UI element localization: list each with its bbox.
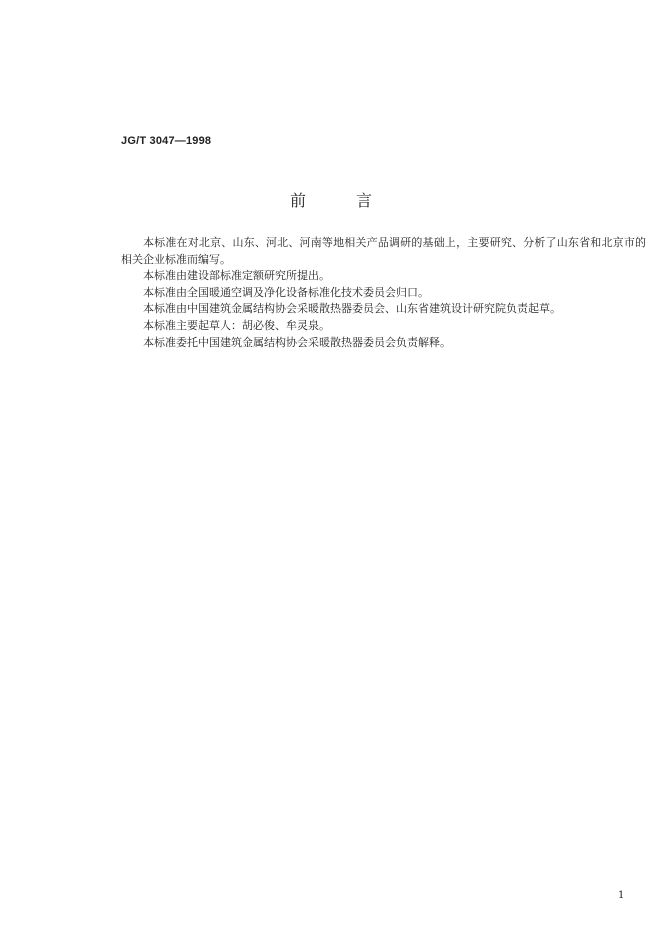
paragraph: 本标准在对北京、山东、河北、河南等地相关产品调研的基础上，主要研究、分析了山东省和北京市的相关企业标准而编写。 (121, 236, 646, 266)
standard-code: JG/T 3047—1998 (121, 135, 212, 147)
page-title: 前言 (289, 191, 422, 210)
page-number: 1 (618, 890, 625, 901)
paragraph: 本标准由中国建筑金属结构协会采暖散热器委员会、山东省建筑设计研究院负责起草。 (143, 302, 561, 316)
foreword-body (121, 235, 646, 351)
paragraph: 本标准委托中国建筑金属结构协会采暖散热器委员会负责解释。 (143, 335, 451, 349)
paragraph: 本标准主要起草人：胡必俊、牟灵泉。 (143, 318, 330, 332)
paragraph: 本标准由建设部标准定额研究所提出。 (143, 269, 330, 283)
paragraph: 本标准由全国暖通空调及净化设备标准化技术委员会归口。 (143, 285, 429, 299)
